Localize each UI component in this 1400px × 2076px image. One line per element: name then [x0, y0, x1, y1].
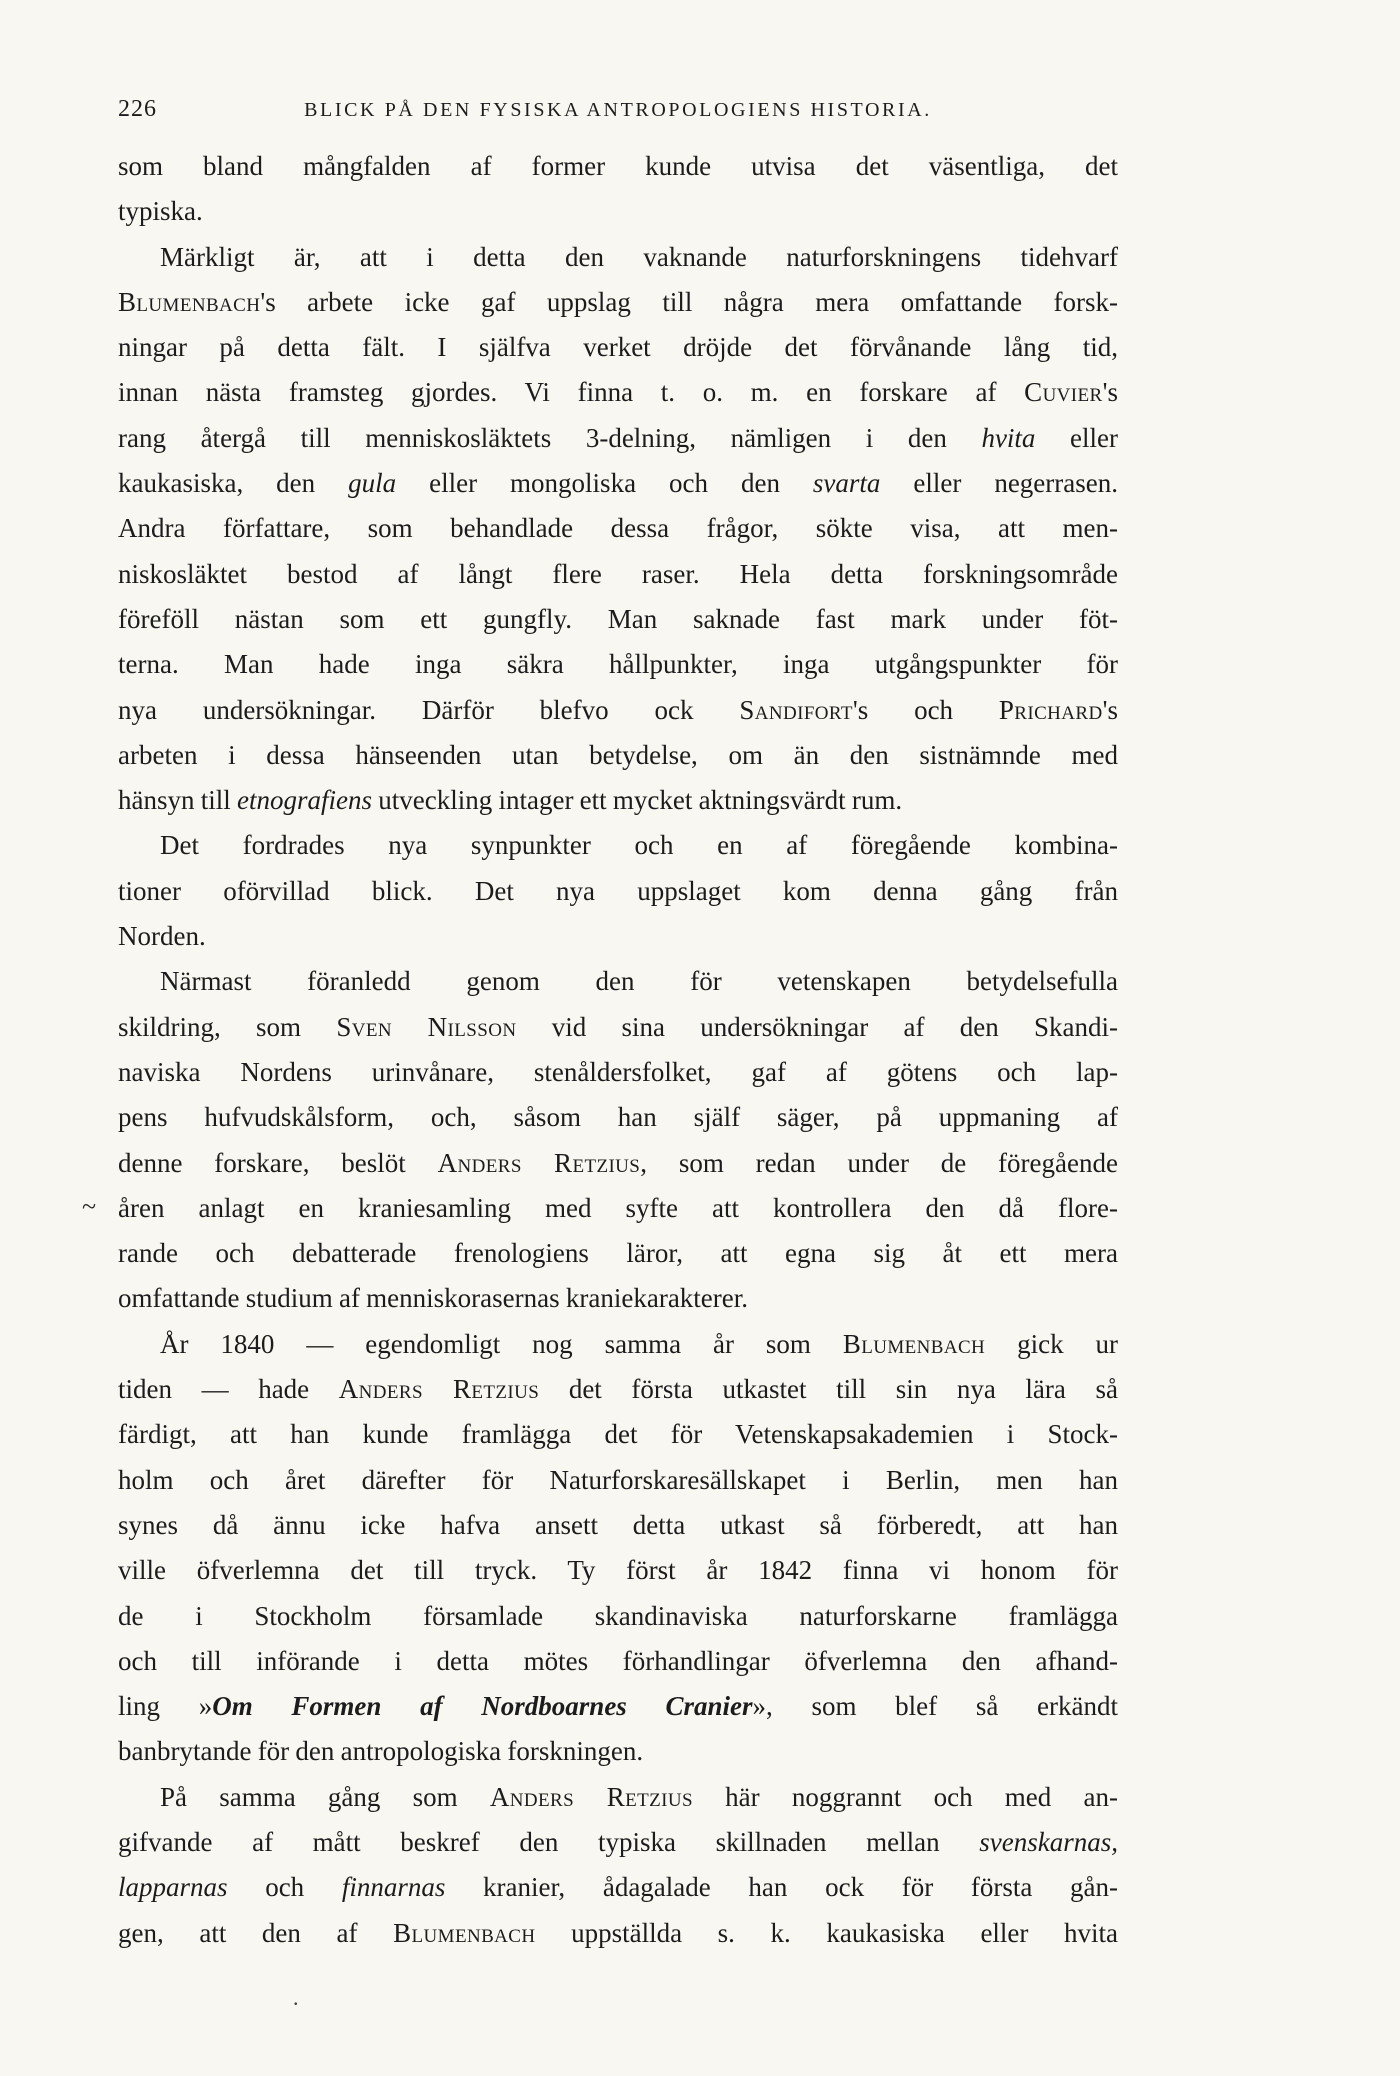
text-run: Märkligt är, att i detta den vaknande naturforskningens tidehvarf	[160, 241, 1118, 272]
text-run: rang återgå till menniskosläktets 3-delning, nämligen i den	[118, 422, 982, 453]
text-run: ville öfverlemna det till tryck. Ty först år 1842 finna vi honom för	[118, 1555, 1118, 1586]
text-line	[118, 1594, 1118, 1639]
text-line	[118, 733, 1118, 778]
text-line	[118, 416, 1118, 461]
person-name: Blumenbach	[118, 286, 261, 317]
text-line	[118, 688, 1118, 733]
text-line	[118, 1276, 1118, 1321]
text-run: niskosläktet bestod af långt flere raser. Hela detta forskningsområde	[118, 558, 1118, 589]
text-line	[118, 1865, 1118, 1910]
text-run: 's	[1102, 694, 1118, 725]
text-run: hvita	[981, 422, 1036, 453]
text-run: uppställda s. k. kaukasiska eller hvita	[535, 1917, 1119, 1948]
text-run: synes då ännu icke hafva ansett detta utkast så förberedt, att han	[118, 1509, 1118, 1540]
text-run: banbrytande för den antropologiska forskningen.	[118, 1736, 644, 1767]
text-run: gick ur	[985, 1328, 1118, 1359]
text-line	[118, 1005, 1118, 1050]
page-number: 226	[118, 96, 157, 122]
text-run: Närmast föranledd genom den för vetenskapen betydelsefulla	[160, 966, 1118, 997]
text-line	[118, 189, 1118, 234]
text-run: 's arbete icke gaf uppslag till några mera omfattande forsk-	[260, 286, 1118, 317]
text-line	[118, 914, 1118, 959]
text-line	[118, 1684, 1118, 1729]
text-run: denne forskare, beslöt	[118, 1147, 438, 1178]
text-line	[118, 1548, 1118, 1593]
text-line	[118, 1775, 1118, 1820]
stray-ink-mark: .	[293, 1985, 299, 2010]
text-line	[118, 869, 1118, 914]
text-line	[118, 1458, 1118, 1503]
text-run: skildring, som	[118, 1011, 337, 1042]
text-line	[118, 235, 1118, 280]
text-line	[118, 370, 1118, 415]
text-line	[118, 506, 1118, 551]
text-run: År 1840 — egendomligt nog samma år som	[160, 1328, 843, 1359]
person-name: Blumenbach	[842, 1328, 986, 1359]
text-line	[118, 1820, 1118, 1865]
text-run: utveckling intager ett mycket aktningsvärdt rum.	[372, 785, 903, 816]
text-run: färdigt, att han kunde framlägga det för Vetenskapsakademien i Stock-	[118, 1419, 1118, 1450]
text-run: Norden.	[118, 921, 206, 952]
text-run: naviska Nordens urinvånare, stenåldersfolket, gaf af götens och lap-	[118, 1056, 1118, 1087]
text-line	[118, 1231, 1118, 1276]
text-line	[118, 778, 1118, 823]
text-line	[82, 1186, 1118, 1231]
running-header-title: BLICK PÅ DEN FYSISKA ANTROPOLOGIENS HISTORIA.	[304, 99, 932, 121]
text-run: arbeten i dessa hänseenden utan betydelse, om än den sistnämnde med	[118, 739, 1118, 770]
text-line	[118, 1322, 1118, 1367]
text-block	[82, 92, 1119, 1956]
text-run: terna. Man hade inga säkra hållpunkter, inga utgångspunkter för	[118, 649, 1118, 680]
text-run: Det fordrades nya synpunkter och en af föregående kombina-	[160, 830, 1118, 861]
text-run: innan nästa framsteg gjordes. Vi finna t. o. m. en forskare af	[118, 377, 1025, 408]
text-run: Om Formen af Nordboarnes Cranier	[212, 1691, 753, 1722]
text-line	[118, 1095, 1118, 1140]
text-body	[82, 144, 1119, 1956]
text-line	[118, 1911, 1118, 1956]
text-run: typiska.	[118, 196, 203, 227]
person-name: Sandifort	[739, 694, 853, 725]
text-line	[118, 1503, 1118, 1548]
page-header	[118, 92, 1118, 128]
text-run: nya undersökningar. Därför blefvo ock	[118, 694, 740, 725]
person-name: Blumenbach	[393, 1917, 536, 1948]
text-run: kaukasiska, den	[118, 468, 349, 499]
text-run: eller mongoliska och den	[396, 468, 813, 499]
text-line	[118, 552, 1118, 597]
text-run: tioner oförvillad blick. Det nya uppslaget kom denna gång från	[118, 875, 1118, 906]
text-run: åren anlagt en kraniesamling med syfte att kontrollera den då flore-	[118, 1192, 1118, 1223]
text-run: svarta	[812, 468, 881, 499]
text-run: holm och året därefter för Naturforskaresällskapet i Berlin, men han	[118, 1464, 1118, 1495]
text-line	[118, 597, 1118, 642]
text-run: finnarnas	[341, 1872, 446, 1903]
text-run: det första utkastet till sin nya lära så	[539, 1374, 1118, 1405]
text-run: kranier, ådagalade han ock för första gån-	[445, 1872, 1118, 1903]
text-run: hänsyn till	[118, 785, 237, 816]
text-run: omfattande studium af menniskorasernas kraniekarakterer.	[118, 1283, 749, 1314]
text-run: vid sina undersökningar af den Skandi-	[516, 1011, 1119, 1042]
text-line	[118, 461, 1118, 506]
text-run: 's	[1102, 377, 1118, 408]
text-line	[118, 144, 1118, 189]
text-line	[118, 280, 1118, 325]
text-run: eller	[1035, 422, 1119, 453]
text-line	[118, 1141, 1118, 1186]
text-run: och till införande i detta mötes förhandlingar öfverlemna den afhand-	[118, 1645, 1118, 1676]
text-run: , som redan under de föregående	[640, 1147, 1118, 1178]
text-run: tiden — hade	[118, 1374, 339, 1405]
text-run: pens hufvudskålsform, och, såsom han själf säger, på uppmaning af	[118, 1102, 1118, 1133]
person-name: Anders Retzius	[338, 1374, 540, 1405]
text-line	[118, 1639, 1118, 1684]
person-name: Sven Nilsson	[336, 1011, 517, 1042]
text-run: föreföll nästan som ett gungfly. Man saknade fast mark under föt-	[118, 603, 1118, 634]
text-run: lapparnas	[118, 1872, 228, 1903]
text-run: eller negerrasen.	[880, 468, 1118, 499]
text-run: rande och debatterade frenologiens läror, att egna sig åt ett mera	[118, 1238, 1118, 1269]
text-run: här noggrannt och med an-	[692, 1781, 1118, 1812]
text-run: gula	[348, 468, 397, 499]
text-line	[118, 823, 1118, 868]
handwritten-margin-mark: ~	[82, 1191, 97, 1221]
text-run: ningar på detta fält. I själfva verket dröjde det förvånande lång tid,	[118, 332, 1118, 363]
text-run: som bland mångfalden af former kunde utvisa det väsentliga, det	[118, 151, 1118, 181]
text-run: svenskarnas,	[979, 1826, 1118, 1857]
text-line	[118, 1729, 1118, 1774]
person-name: Cuvier	[1024, 377, 1103, 408]
text-line	[118, 1412, 1118, 1457]
text-run: 's och	[852, 694, 999, 725]
person-name: Prichard	[998, 694, 1103, 725]
text-run: ling »	[118, 1691, 213, 1722]
text-run: etnografiens	[237, 785, 372, 816]
text-line	[118, 1050, 1118, 1095]
text-run: », som blef så erkändt	[752, 1691, 1118, 1722]
text-line	[118, 959, 1118, 1004]
text-line	[118, 1367, 1118, 1412]
text-run: och	[227, 1872, 342, 1903]
text-run: de i Stockholm församlade skandinaviska naturforskarne framlägga	[118, 1600, 1118, 1631]
text-line	[118, 642, 1118, 687]
text-run: gifvande af mått beskref den typiska skillnaden mellan	[118, 1826, 980, 1857]
text-run: På samma gång som	[160, 1781, 490, 1812]
text-line	[118, 325, 1118, 370]
text-run: gen, att den af	[118, 1917, 394, 1948]
person-name: Anders Retzius	[437, 1147, 641, 1178]
text-run: Andra författare, som behandlade dessa frågor, sökte visa, att men-	[118, 513, 1118, 544]
person-name: Anders Retzius	[489, 1781, 693, 1812]
